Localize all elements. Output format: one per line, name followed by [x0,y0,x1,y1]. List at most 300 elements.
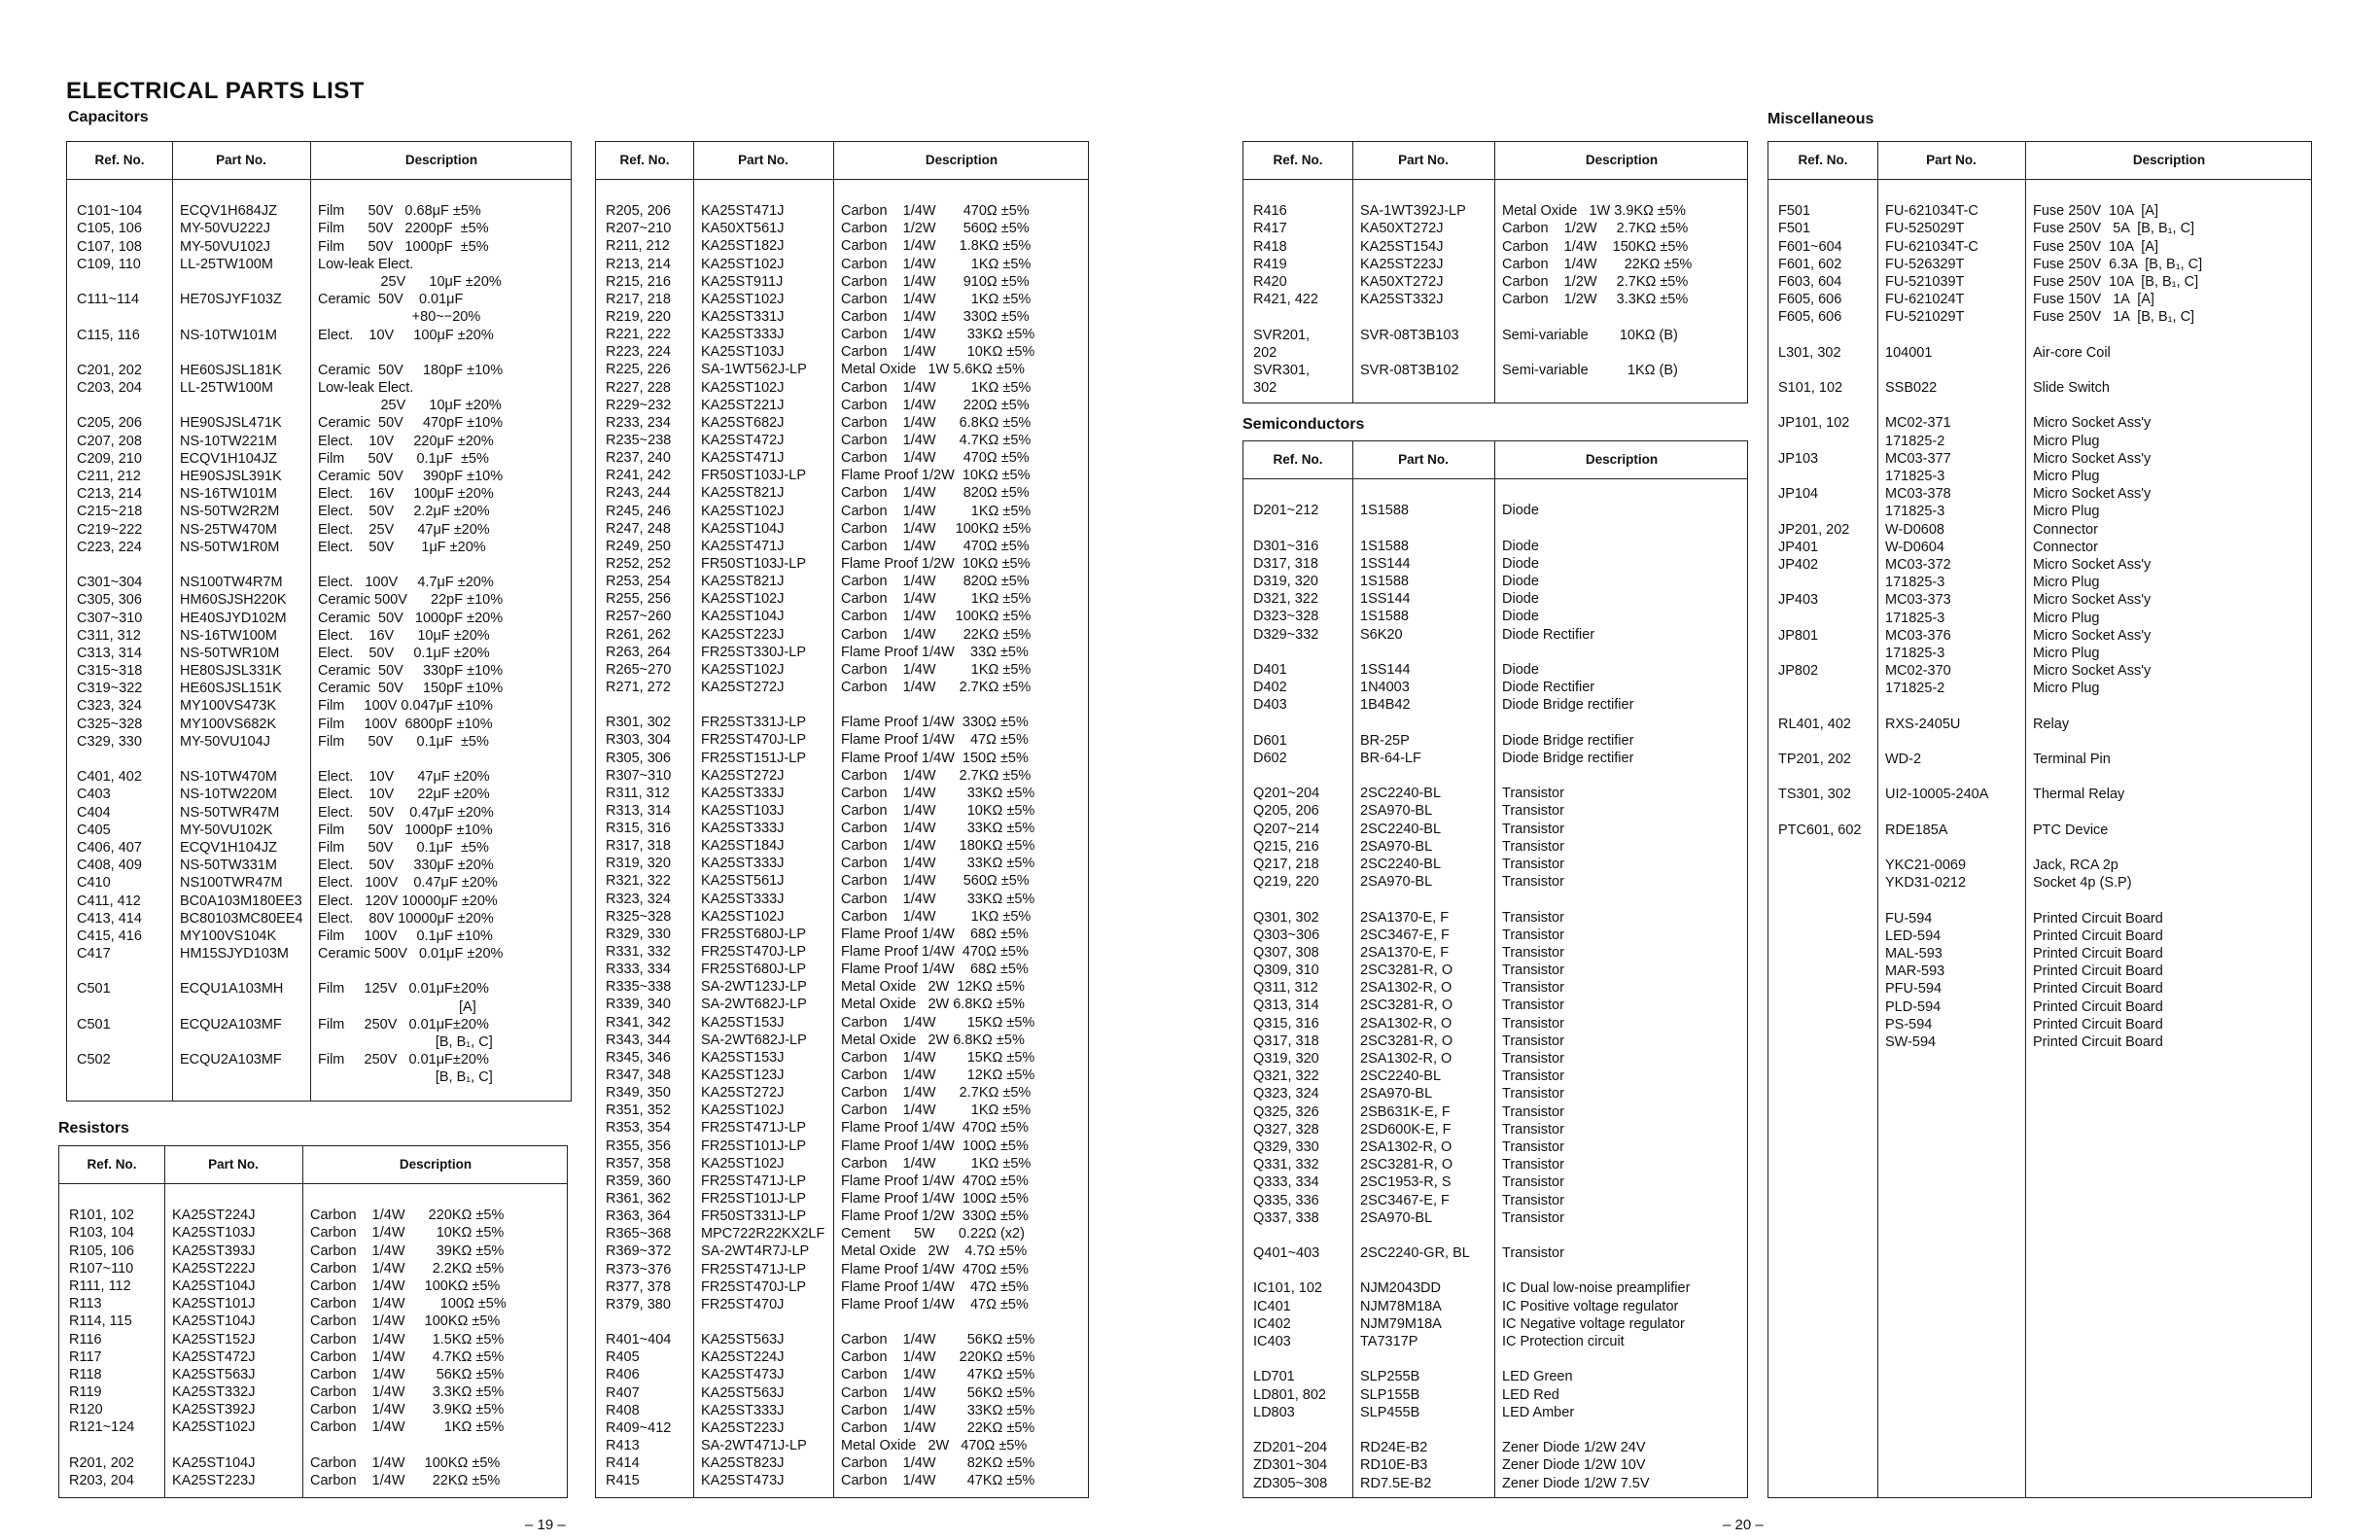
ref-cell: C305, 306 [77,592,142,609]
part-cell: HE80SJSL331K [180,663,282,680]
desc-cell: Transistor [1502,1174,1564,1191]
part-cell: KA25ST333J [701,856,785,872]
desc-cell: 25V 10μF ±20% [318,273,502,290]
table-row [59,1418,567,1436]
desc-cell: Carbon 1/4W 22KΩ ±5% [841,1419,1035,1436]
part-cell: WD-2 [1885,752,1922,767]
desc-cell: Metal Oxide 2W 12KΩ ±5% [841,979,1025,996]
part-cell: 2SC3467-E, F [1360,927,1450,943]
desc-cell: Terminal Pin [2033,752,2111,767]
ref-cell: F501 [1778,203,1811,220]
table-row [596,379,1088,397]
desc-cell: Metal Oxide 1W 5.6KΩ ±5% [841,362,1025,378]
table-body [1243,185,1747,397]
desc-cell: Film 100V 0.047μF ±10% [318,698,493,715]
table-row [1768,556,2311,574]
header-part: Part No. [1398,153,1449,167]
ref-cell: R114, 115 [69,1313,132,1330]
part-cell: KA25ST333J [701,327,785,343]
ref-cell: Q313, 314 [1253,998,1319,1014]
desc-cell: Carbon 1/4W 33KΩ ±5% [841,821,1035,837]
table-row [67,1051,571,1068]
ref-cell: R355, 356 [606,1138,671,1154]
desc-cell: Flame Proof 1/4W 100Ω ±5% [841,1191,1029,1208]
table-row [596,573,1088,590]
ref-cell: R407 [606,1384,640,1401]
table-row [596,872,1088,890]
part-cell: FR25ST471J-LP [701,1261,806,1278]
ref-cell: C111~114 [77,292,140,308]
desc-cell: Film 100V 6800pF ±10% [318,716,493,732]
desc-cell: Printed Circuit Board [2033,998,2163,1015]
ref-cell: R416 [1253,203,1287,220]
part-cell: KA25ST103J [701,802,785,819]
part-cell: ECQV1H684JZ [180,203,277,220]
desc-cell: Diode [1502,661,1539,678]
part-cell: NS-50TWR47M [180,804,280,821]
desc-cell: Carbon 1/4W 56KΩ ±5% [841,1332,1035,1348]
part-cell: KA50XT561J [701,221,785,237]
part-cell: PLD-594 [1885,998,1942,1015]
table-body [1243,484,1747,1492]
desc-cell: Carbon 1/4W 820Ω ±5% [841,574,1030,590]
ref-cell: R323, 324 [606,891,671,907]
ref-cell: R249, 250 [606,538,671,554]
ref-cell: R207~210 [606,221,672,237]
desc-cell: Diode Rectifier [1502,680,1595,696]
desc-cell: Film 250V 0.01μF±20% [318,1052,489,1068]
ref-cell: R237, 240 [606,450,671,467]
table-row [67,362,571,379]
part-cell: NS100TW4R7M [180,575,283,591]
desc-cell: Carbon 1/4W 1KΩ ±5% [841,291,1032,307]
table-row [67,539,571,556]
table-row [67,768,571,786]
part-cell: MAL-593 [1885,946,1942,962]
part-cell: NJM79M18A [1360,1315,1442,1332]
desc-cell: Ceramic 500V 0.01μF ±20% [318,946,504,962]
table-body [59,1189,567,1489]
table-row [67,716,571,733]
table-row [67,1068,571,1086]
desc-cell: Carbon 1/4W 1KΩ ±5% [841,661,1032,678]
desc-cell: Flame Proof 1/4W 470Ω ±5% [841,1120,1029,1137]
table-row [596,484,1088,502]
desc-cell: Diode [1502,591,1539,608]
table-row [67,256,571,273]
desc-cell: Carbon 1/2W 3.3KΩ ±5% [1502,292,1689,308]
part-cell: KA25ST471J [701,203,785,220]
ref-cell: C313, 314 [77,645,142,661]
ref-cell: R121~124 [69,1419,135,1436]
ref-cell: Q337, 338 [1253,1209,1319,1226]
table-header [1243,441,1747,479]
table-row [596,326,1088,343]
table-row [596,1014,1088,1032]
ref-cell: R101, 102 [69,1208,134,1224]
desc-cell: Micro Socket Ass'y [2033,486,2152,503]
ref-cell: R319, 320 [606,856,671,872]
ref-cell: R219, 220 [606,308,671,325]
table-row [1768,697,2311,715]
part-cell: NS-10TW220M [180,787,277,803]
desc-cell: Diode [1502,555,1539,572]
part-cell: KA25ST272J [701,679,785,695]
desc-cell: Carbon 1/4W 100KΩ ±5% [310,1454,501,1471]
part-cell: KA25ST472J [701,432,785,448]
table-row [1768,433,2311,450]
ref-cell: R311, 312 [606,785,670,801]
ref-cell: R119 [69,1384,102,1401]
table-row [1768,185,2311,202]
ref-cell: C501 [77,981,111,998]
ref-cell: S101, 102 [1778,380,1843,397]
ref-cell: R373~376 [606,1261,672,1278]
ref-cell: C417 [77,946,111,962]
part-cell: HM60SJSH220K [180,592,287,609]
desc-cell: Elect. 10V 22μF ±20% [318,787,490,803]
desc-cell: Printed Circuit Board [2033,1016,2163,1032]
table-row [67,556,571,574]
table-row [596,996,1088,1013]
desc-cell: Flame Proof 1/4W 68Ω ±5% [841,926,1029,942]
table-row [1768,610,2311,627]
part-cell: 1B4B42 [1360,697,1411,714]
table-row [596,538,1088,555]
ref-cell: R215, 216 [606,273,671,290]
desc-cell: Film 250V 0.01μF±20% [318,1016,489,1032]
table-row [1768,733,2311,751]
table-row [1243,750,1747,767]
table-row [59,1189,567,1207]
table-row [1768,804,2311,822]
ref-cell: C410 [77,875,111,892]
ref-cell: JP103 [1778,450,1819,467]
header-part: Part No. [1398,452,1449,467]
desc-cell: Carbon 1/4W 100KΩ ±5% [310,1313,501,1330]
part-cell: NS-25TW470M [180,521,277,538]
desc-cell: Transistor [1502,874,1564,891]
ref-cell: D201~212 [1253,503,1319,519]
desc-cell: Carbon 1/4W 180KΩ ±5% [841,838,1035,855]
desc-cell: Transistor [1502,838,1564,855]
desc-cell: IC Negative voltage regulator [1502,1315,1685,1332]
desc-cell: [A] [318,998,476,1015]
table-row [1243,1350,1747,1368]
part-cell: 1S1588 [1360,573,1409,589]
table-row [1768,786,2311,803]
desc-cell: Elect. 16V 10μF ±20% [318,627,490,644]
table-row [67,379,571,397]
ref-cell: R247, 248 [606,520,671,537]
table-row [59,1295,567,1312]
ref-cell: R317, 318 [606,838,671,855]
part-cell: KA25ST102J [701,661,785,678]
ref-cell: R243, 244 [606,485,671,502]
part-cell: HE60SJSL151K [180,681,282,697]
table-row [596,1402,1088,1419]
table-row [1243,1368,1747,1385]
desc-cell: Carbon 1/4W 100Ω ±5% [310,1296,507,1312]
part-cell: KA25ST224J [172,1208,256,1224]
part-cell: 2SA970-BL [1360,803,1433,820]
table-row [67,327,571,344]
part-cell: ECQU1A103MH [180,981,284,998]
table-row [67,804,571,822]
part-cell: PFU-594 [1885,981,1942,998]
desc-cell: Ceramic 50V 150pF ±10% [318,681,504,697]
table-row [1768,202,2311,220]
table-row [1243,626,1747,644]
part-cell: HM15SJYD103M [180,946,290,962]
desc-cell: Carbon 1/4W 1KΩ ±5% [841,379,1032,396]
desc-cell: Slide Switch [2033,380,2110,397]
ref-cell: D301~316 [1253,538,1319,554]
table-row [1768,751,2311,768]
part-cell: W-D0604 [1885,539,1944,555]
part-cell: BC0A103M180EE3 [180,892,302,909]
ref-cell: R107~110 [69,1260,134,1277]
desc-cell: Carbon 1/4W 6.8KΩ ±5% [841,414,1032,431]
table-header [1768,142,2311,180]
ref-cell: C213, 214 [77,486,142,503]
desc-cell: IC Positive voltage regulator [1502,1298,1679,1314]
part-cell: KA25ST472J [172,1348,256,1365]
ref-cell: LD801, 802 [1253,1386,1326,1403]
part-cell: LED-594 [1885,928,1942,944]
ref-cell: JP802 [1778,663,1819,680]
table-row [67,202,571,220]
table-row [596,1261,1088,1278]
ref-cell: C411, 412 [77,892,141,909]
table-row [1768,291,2311,308]
table-row [596,555,1088,573]
desc-cell: Carbon 1/4W 1KΩ ±5% [841,591,1032,608]
desc-cell: Connector [2033,539,2098,555]
part-cell: 104001 [1885,344,1933,361]
ref-cell: JP201, 202 [1778,521,1850,538]
table-row [1243,1138,1747,1156]
resistors-table-a [58,1145,568,1498]
part-cell: KA25ST223J [701,626,785,643]
table-row [67,627,571,645]
table-row [596,1138,1088,1155]
ref-cell: C203, 204 [77,380,142,397]
part-cell: KA25ST154J [1360,238,1444,255]
ref-cell: C301~304 [77,575,143,591]
ref-cell: R415 [606,1473,640,1489]
desc-cell: LED Amber [1502,1404,1575,1420]
desc-cell: 25V 10μF ±20% [318,398,502,414]
part-cell: FU-526329T [1885,256,1965,272]
part-cell: FR25ST471J-LP [701,1120,806,1137]
desc-cell: Ceramic 500V 22pF ±10% [318,592,504,609]
table-row [1243,661,1747,679]
part-cell: FR25ST330J-LP [701,644,806,660]
ref-cell: R365~368 [606,1226,672,1242]
ref-cell: R245, 246 [606,503,671,519]
desc-cell: Carbon 1/4W 33KΩ ±5% [841,856,1035,872]
ref-cell: R331, 332 [606,944,671,961]
table-row [67,733,571,751]
desc-cell: Elect. 50V 0.47μF ±20% [318,804,494,821]
ref-cell: R223, 224 [606,344,671,361]
table-row [1243,344,1747,362]
table-row [596,291,1088,308]
table-row [1243,1085,1747,1102]
table-row [1768,1016,2311,1033]
part-cell: ECQV1H104JZ [180,839,277,856]
ref-cell: R307~310 [606,767,672,784]
table-row [1243,979,1747,997]
desc-cell: Ceramic 50V 390pF ±10% [318,469,504,484]
table-row [596,361,1088,378]
part-cell: KA25ST184J [701,838,785,855]
table-row [596,1155,1088,1172]
table-row [1243,519,1747,537]
table-body [67,185,571,1087]
part-cell: 2SC3281-R, O [1360,998,1453,1014]
desc-cell: Micro Plug [2033,575,2100,591]
part-cell: YKD31-0212 [1885,875,1967,892]
desc-cell: Carbon 1/4W 3.9KΩ ±5% [310,1402,505,1418]
table-row [596,414,1088,432]
desc-cell: Transistor [1502,1245,1564,1262]
part-cell: HE70SJYF103Z [180,292,282,308]
resistors-table-b [595,141,1089,1498]
part-cell: FR25ST470J [701,1296,785,1312]
desc-cell: Zener Diode 1/2W 7.5V [1502,1475,1650,1491]
ref-cell: ZD301~304 [1253,1457,1328,1474]
desc-cell: Flame Proof 1/4W 330Ω ±5% [841,715,1029,731]
part-cell: KA25ST102J [172,1419,256,1436]
table-row [67,786,571,803]
desc-cell: Transistor [1502,821,1564,837]
ref-cell: 202 [1253,344,1278,361]
part-cell: BC80103MC80EE4 [180,910,303,927]
table-row [596,626,1088,644]
ref-cell: R303, 304 [606,732,671,749]
part-cell: 171825-3 [1885,645,1945,661]
ref-cell: R301, 302 [606,715,671,731]
part-cell: 1SS144 [1360,555,1411,572]
desc-cell: IC Dual low-noise preamplifier [1502,1280,1691,1297]
desc-cell: Carbon 1/4W 1KΩ ±5% [841,256,1032,272]
table-row [1768,945,2311,962]
table-row [1768,680,2311,697]
table-row [67,414,571,432]
part-cell: MY-50VU104J [180,733,270,750]
part-cell: BR-64-LF [1360,750,1421,766]
table-header [596,142,1088,180]
desc-cell: LED Red [1502,1386,1559,1403]
desc-cell: Carbon 1/4W 1KΩ ±5% [841,1102,1032,1119]
desc-cell: Diode Bridge rectifier [1502,750,1634,766]
ref-cell: R103, 104 [69,1225,134,1242]
desc-cell: Film 100V 0.1μF ±10% [318,928,493,944]
part-cell: NJM2043DD [1360,1280,1441,1297]
desc-cell: Metal Oxide 2W 4.7Ω ±5% [841,1243,1028,1260]
table-row [67,308,571,326]
table-row [1243,1227,1747,1244]
desc-cell: Carbon 1/4W 220KΩ ±5% [841,1349,1035,1366]
ref-cell: R235~238 [606,432,672,448]
ref-cell: C329, 330 [77,733,142,750]
ref-cell: R349, 350 [606,1085,671,1102]
table-row [596,767,1088,785]
table-row [67,1033,571,1051]
table-body [596,185,1088,1489]
table-row [596,343,1088,361]
part-cell: MC03-378 [1885,486,1951,503]
ref-cell: R315, 316 [606,821,671,837]
part-cell: SA-2WT4R7J-LP [701,1243,810,1260]
table-row [1243,1192,1747,1209]
table-row [1243,238,1747,256]
table-row [596,1331,1088,1348]
part-cell: MAR-593 [1885,963,1945,980]
ref-cell: JP402 [1778,556,1819,573]
table-row [67,291,571,308]
part-cell: KA25ST333J [701,1402,785,1418]
table-row [67,468,571,485]
table-row [596,978,1088,996]
ref-cell: JP801 [1778,627,1819,644]
table-row [1243,732,1747,750]
ref-cell: Q329, 330 [1253,1138,1319,1155]
table-row [1243,1298,1747,1315]
header-ref: Ref. No. [1273,452,1323,467]
table-row [596,750,1088,767]
table-row [67,220,571,237]
part-cell: MC02-370 [1885,663,1951,680]
part-cell: KA25ST221J [701,397,785,413]
desc-cell: Micro Plug [2033,645,2100,661]
desc-cell: [B, B₁, C] [318,1069,493,1086]
table-row [67,857,571,874]
desc-cell: Transistor [1502,1051,1564,1067]
table-row [1768,1033,2311,1051]
part-cell: 1S1588 [1360,538,1409,554]
ref-cell: R409~412 [606,1419,672,1436]
table-row [596,1472,1088,1489]
desc-cell: Carbon 1/4W 220Ω ±5% [841,397,1030,413]
desc-cell: Carbon 1/4W 1KΩ ±5% [841,1155,1032,1172]
part-cell: 1S1588 [1360,503,1409,519]
ref-cell: R321, 322 [606,873,671,890]
desc-cell: Micro Plug [2033,504,2100,520]
ref-cell: R419 [1253,256,1287,272]
table-body [1768,185,2311,1051]
ref-cell: SVR201, [1253,327,1311,343]
desc-cell: Printed Circuit Board [2033,946,2163,962]
part-cell: KA25ST821J [701,574,785,590]
table-row [59,1383,567,1401]
part-cell: KA25ST104J [701,520,785,537]
part-cell: NS-16TW100M [180,627,277,644]
part-cell: KA25ST561J [701,873,785,890]
part-cell: HE40SJYD102M [180,610,287,626]
part-cell: 2SC3281-R, O [1360,962,1453,979]
header-desc: Description [2132,153,2206,167]
table-row [1243,767,1747,785]
ref-cell: Q307, 308 [1253,944,1319,961]
table-row [1768,591,2311,609]
ref-cell: R313, 314 [606,802,671,819]
ref-cell: C215~218 [77,504,143,520]
table-row [67,680,571,697]
part-cell: 171825-3 [1885,610,1945,626]
